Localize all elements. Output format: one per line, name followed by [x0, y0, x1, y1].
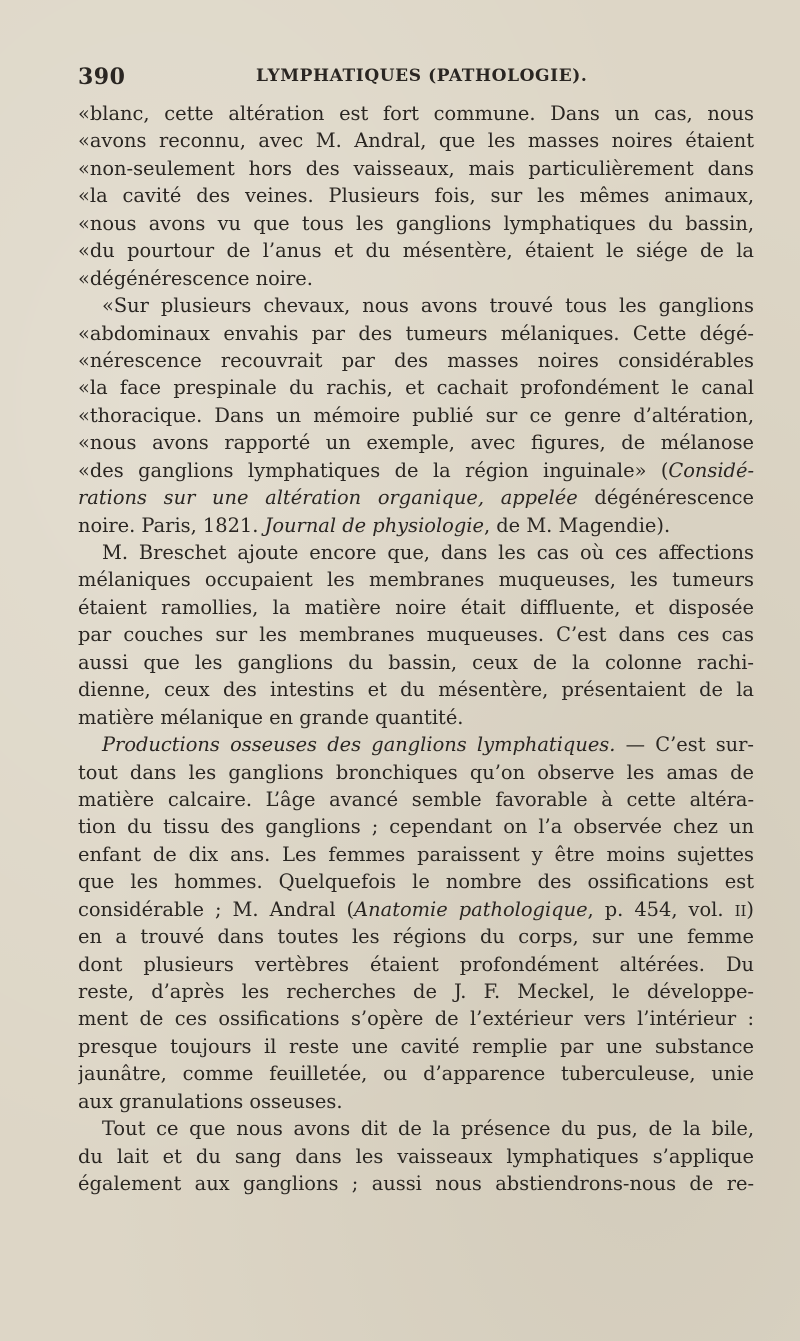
page-number: 390: [78, 64, 126, 90]
text-line: également aux ganglions ; aussi nous abstiendrons-nous de re-: [78, 1172, 754, 1196]
text-line: «avons reconnu, avec M. Andral, que les masses noires étaient: [78, 129, 754, 153]
text-line: [78, 457, 754, 484]
text-line: aux granulations osseuses.: [78, 1089, 343, 1113]
text-line: «nous avons rapporté un exemple, avec figures, de mélanose: [78, 431, 754, 455]
text-line: dienne, ceux des intestins et du mésentère, présentaient de la: [78, 678, 754, 702]
text-line: «du pourtour de l’anus et du mésentère, étaient le siége de la: [78, 239, 754, 263]
text-fragment: noire. Paris, 1821.: [78, 513, 265, 537]
text-fragment: — C’est sur-: [615, 733, 754, 757]
text-line: «nous avons vu que tous les ganglions lymphatiques du bassin,: [78, 211, 754, 235]
text-line: par couches sur les membranes muqueuses. C’est dans ces cas: [78, 623, 754, 647]
text-fragment: considérable ; M. Andral (: [78, 897, 355, 921]
text-line: «blanc, cette altération est fort commune. Dans un cas, nous: [78, 102, 754, 125]
text-line: «abdominaux envahis par des tumeurs mélaniques. Cette dégé-: [78, 321, 754, 345]
section-heading: Productions osseuses des ganglions lymphatiques.: [102, 733, 616, 757]
text-line: en a trouvé dans toutes les régions du corps, sur une femme: [78, 925, 754, 949]
text-line: reste, d’après les recherches de J. F. Meckel, le développe-: [78, 980, 754, 1003]
citation-title-fragment: rations sur une altération organique, appelée: [78, 486, 578, 510]
text-fragment: , p. 454, vol.: [587, 897, 735, 921]
running-head-title: LYMPHATIQUES (PATHOLOGIE).: [256, 66, 588, 86]
text-line: que les hommes. Quelquefois le nombre des ossifications est: [78, 870, 754, 894]
text-line: «dégénérescence noire.: [78, 266, 313, 290]
volume-numeral: II: [734, 901, 747, 920]
text-line: «Sur plusieurs chevaux, nous avons trouvé tous les ganglions: [102, 294, 754, 318]
text-line: aussi que les ganglions du bassin, ceux de la colonne rachi-: [78, 650, 754, 674]
citation-title-fragment: Anatomie pathologique: [354, 897, 588, 921]
text-fragment: ): [746, 897, 754, 921]
text-line: [78, 512, 754, 539]
text-line: matière mélanique en grande quantité.: [78, 705, 464, 729]
text-line: ment de ces ossifications s’opère de l’extérieur vers l’intérieur :: [78, 1007, 754, 1031]
text-line: [78, 896, 754, 923]
text-line: [78, 484, 754, 511]
journal-title: Journal de physiologie: [264, 513, 484, 537]
text-line: enfant de dix ans. Les femmes paraissent y être moins sujettes: [78, 842, 754, 866]
text-fragment: dégénérescence: [577, 486, 754, 510]
text-line: «non-seulement hors des vaisseaux, mais particulièrement dans: [78, 156, 754, 180]
text-line: «la face prespinale du rachis, et cachait profondément le canal: [78, 376, 754, 400]
text-line: «nérescence recouvrait par des masses noires considérables: [78, 348, 754, 372]
body-text: [78, 100, 754, 1198]
text-line: tout dans les ganglions bronchiques qu’on observe les amas de: [78, 760, 754, 784]
text-line: dont plusieurs vertèbres étaient profondément altérées. Du: [78, 952, 754, 976]
text-fragment: , de M. Magendie).: [483, 513, 671, 537]
text-line: jaunâtre, comme feuilletée, ou d’apparence tuberculeuse, unie: [78, 1062, 754, 1086]
text-line: M. Breschet ajoute encore que, dans les cas où ces affections: [102, 541, 754, 564]
text-line: «thoracique. Dans un mémoire publié sur ce genre d’altération,: [78, 403, 754, 427]
text-line: presque toujours il reste une cavité remplie par une substance: [78, 1034, 754, 1058]
citation-title-fragment: Considé-: [668, 458, 754, 482]
text-line: matière calcaire. L’âge avancé semble favorable à cette altéra-: [78, 787, 754, 811]
text-fragment: «des ganglions lymphatiques de la région inguinale» (: [78, 458, 669, 482]
text-line: mélaniques occupaient les membranes muqueuses, les tumeurs: [78, 568, 754, 592]
text-line: étaient ramollies, la matière noire était diffluente, et disposée: [78, 595, 754, 619]
running-head: [78, 64, 758, 94]
text-line: Tout ce que nous avons dit de la présence du pus, de la bile,: [102, 1117, 754, 1141]
text-line: [78, 731, 754, 758]
text-line: du lait et du sang dans les vaisseaux lymphatiques s’applique: [78, 1144, 754, 1168]
text-line: «la cavité des veines. Plusieurs fois, sur les mêmes animaux,: [78, 184, 754, 208]
text-line: tion du tissu des ganglions ; cependant on l’a observée chez un: [78, 815, 754, 839]
